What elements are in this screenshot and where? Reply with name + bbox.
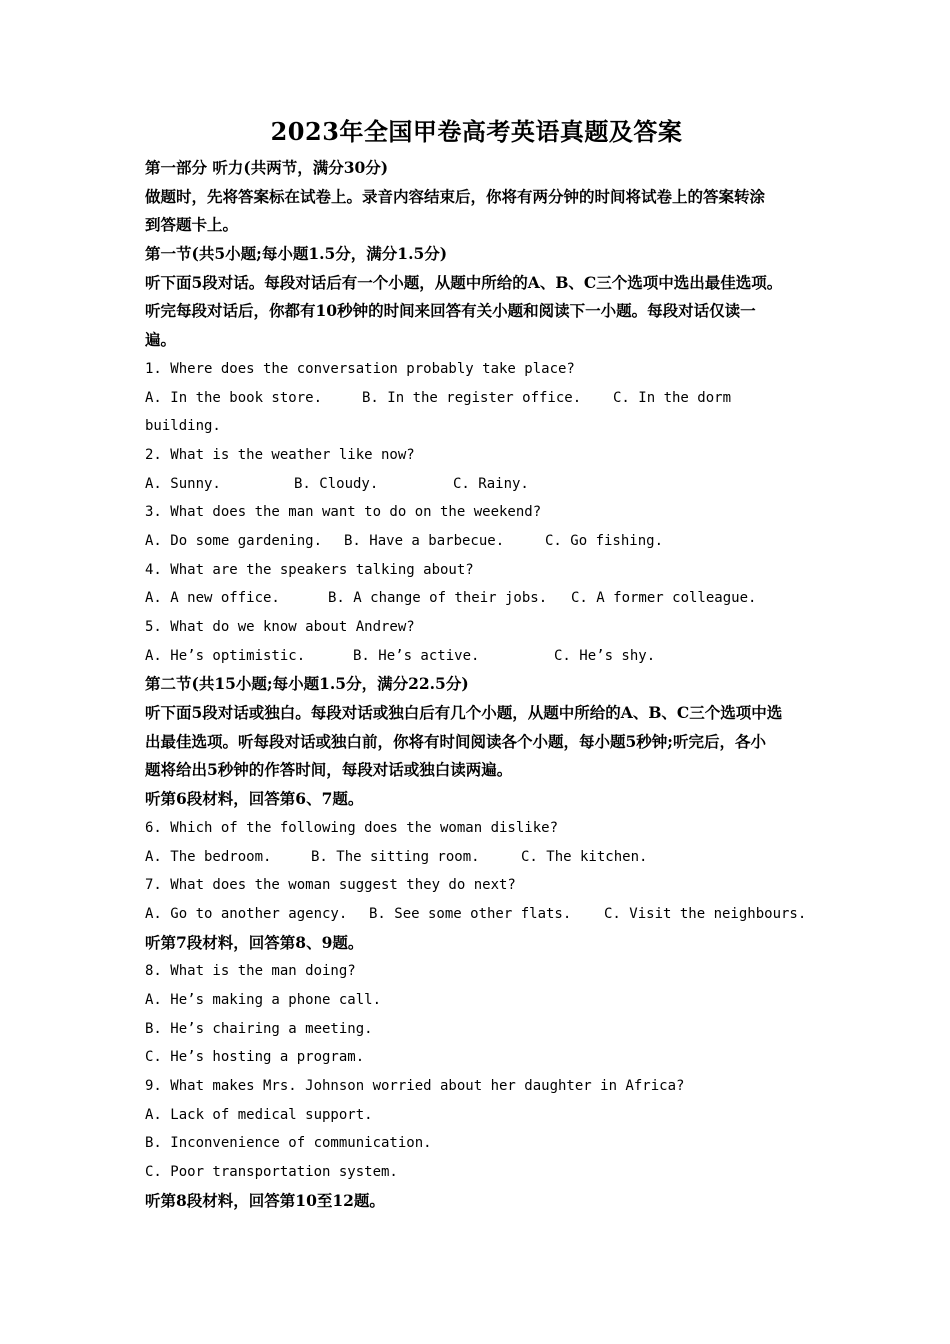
question-6-stem: 6. Which of the following does the woman dislike? [145, 819, 559, 836]
question-1-option-c-continued: building. [145, 418, 221, 435]
option-a: A. He’s optimistic. [145, 647, 306, 664]
option-b: B. Have a barbecue. [344, 532, 505, 549]
part1-heading: 第一部分 听力(共两节，满分30分) [145, 158, 389, 177]
section2-instruction-line-1: 听下面5段对话或独白。每段对话或独白后有几个小题，从题中所给的A、B、C三个选项中选 [145, 703, 783, 723]
section2-instruction-line-2: 出最佳选项。听每段对话或独白前，你将有时间阅读各个小题，每小题5秒钟;听完后，各小 [145, 731, 767, 751]
option-c: C. He’s shy. [554, 647, 656, 664]
question-2-options [145, 470, 808, 499]
option-c: C. The kitchen. [521, 848, 648, 865]
question-9-option-a: A. Lack of medical support. [145, 1106, 373, 1123]
section1-instruction-line-1: 听下面5段对话。每段对话后有一个小题，从题中所给的A、B、C三个选项中选出最佳选项。 [145, 272, 783, 292]
part1-instruction-line-1: 做题时，先将答案标在试卷上。录音内容结束后，你将有两分钟的时间将试卷上的答案转涂 [145, 186, 766, 206]
section2-instruction-line-3: 题将给出5秒钟的作答时间，每段对话或独白读两遍。 [145, 760, 513, 780]
option-b: B. A change of their jobs. [328, 590, 548, 607]
option-b: B. He’s active. [353, 647, 480, 664]
question-5-stem: 5. What do we know about Andrew? [145, 619, 415, 635]
question-7-options [145, 900, 808, 929]
question-6-options [145, 843, 808, 872]
question-9-option-b: B. Inconvenience of communication. [145, 1135, 432, 1152]
question-9-stem: 9. What makes Mrs. Johnson worried about her daughter in Africa? [145, 1078, 685, 1094]
section1-instruction-line-3: 遍。 [145, 330, 177, 350]
section1-instruction-line-2: 听完每段对话后，你都有10秒钟的时间来回答有关小题和阅读下一小题。每段对话仅读一 [145, 301, 756, 321]
section1-heading: 第一节(共5小题;每小题1.5分，满分1.5分) [145, 244, 448, 264]
question-7-stem: 7. What does the woman suggest they do next? [145, 877, 516, 894]
material-6-heading: 听第6段材料，回答第6、7题。 [145, 789, 364, 809]
question-8-option-a: A. He’s making a phone call. [145, 991, 382, 1008]
question-1-stem: 1. Where does the conversation probably take place? [145, 360, 575, 377]
option-b: B. The sitting room. [311, 848, 480, 865]
part1-instruction-line-2: 到答题卡上。 [145, 215, 239, 235]
material-7-heading: 听第7段材料，回答第8、9题。 [145, 932, 364, 952]
page-title: 2023年全国甲卷高考英语真题及答案 [270, 117, 683, 146]
option-c: C. Visit the neighbours. [604, 905, 807, 922]
option-a: A. Go to another agency. [145, 905, 348, 922]
option-c: C. A former colleague. [571, 590, 757, 607]
question-4-options [145, 584, 808, 613]
question-4-stem: 4. What are the speakers talking about? [145, 561, 474, 578]
option-b: B. See some other flats. [369, 905, 572, 922]
question-5-options [145, 642, 808, 671]
option-a: A. Sunny. [145, 475, 221, 492]
option-a: A. In the book store. [145, 389, 323, 406]
question-9-option-c: C. Poor transportation system. [145, 1164, 398, 1181]
option-c: C. In the dorm [613, 389, 732, 406]
option-a: A. Do some gardening. [145, 532, 323, 549]
material-8-heading: 听第8段材料，回答第10至12题。 [145, 1190, 385, 1210]
option-a: A. A new office. [145, 590, 280, 607]
question-8-option-b: B. He’s chairing a meeting. [145, 1020, 373, 1037]
question-3-stem: 3. What does the man want to do on the weekend? [145, 504, 542, 521]
option-b: B. Cloudy. [294, 475, 379, 492]
question-8-option-c: C. He’s hosting a program. [145, 1049, 365, 1066]
question-8-stem: 8. What is the man doing? [145, 963, 356, 980]
option-c: C. Rainy. [453, 475, 529, 492]
option-c: C. Go fishing. [545, 532, 664, 549]
question-2-stem: 2. What is the weather like now? [145, 446, 415, 463]
option-b: B. In the register office. [362, 389, 582, 406]
question-3-options [145, 527, 808, 556]
option-a: A. The bedroom. [145, 848, 272, 865]
question-1-options [145, 384, 808, 413]
section2-heading: 第二节(共15小题;每小题1.5分，满分22.5分) [145, 674, 469, 694]
